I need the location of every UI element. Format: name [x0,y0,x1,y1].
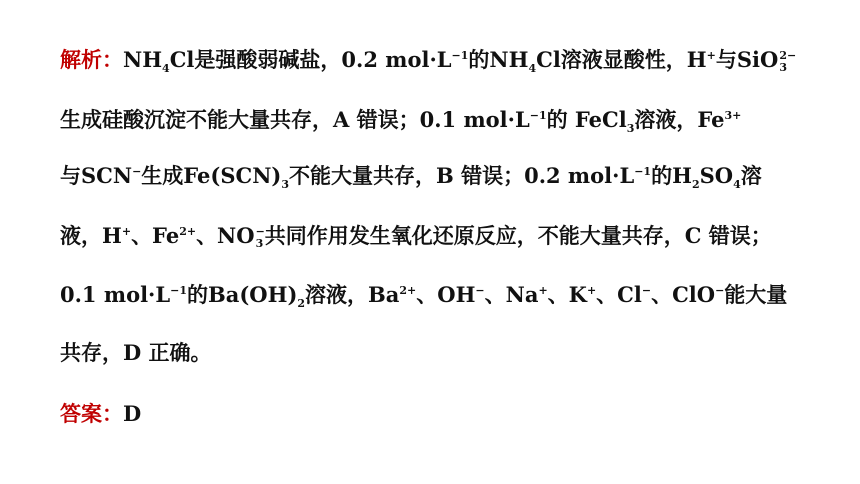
subscript: 4 [162,62,170,76]
analysis-line-1 [60,40,820,80]
text-segment: 溶液，Ba [305,282,400,307]
text-segment: 、Fe [131,223,180,248]
text-segment: 、NO [196,223,255,248]
analysis-line-2 [60,100,820,140]
text-segment: SO [699,163,734,188]
analysis-line-3 [60,156,820,196]
analysis-line-4 [60,216,820,256]
ion-count: 3 [779,60,787,74]
text-segment: 共同作用发生氧化还原反应，不能大量共存，C 错误； [264,223,772,248]
text-segment: 能大量 [724,282,788,307]
ion-count: 3 [255,236,264,250]
superscript: 2+ [399,284,417,297]
superscript: 2+ [179,225,197,238]
text-segment: 0.1 mol·L [60,282,171,307]
text-segment: 生成Fe(SCN) [141,163,282,188]
superscript: 3+ [724,109,742,122]
analysis-label: 解析： [60,47,123,72]
answer-line [60,394,820,434]
text-segment: 、K [547,282,587,307]
superscript: − [132,165,142,178]
text-segment: 、Na [484,282,539,307]
ion-charge: 2− [779,48,797,62]
text-segment: 与SCN [60,163,133,188]
text-segment: 不能大量共存，B 错误；0.2 mol·L [289,163,635,188]
analysis-line-6 [60,333,820,373]
text-segment: 的 FeCl [546,107,627,132]
text-segment: 、ClO [651,282,716,307]
text-segment: 与SiO [715,47,779,72]
ion-charge: − [255,224,265,238]
subscript: 2 [297,297,306,311]
text-segment: 生成硅酸沉淀不能大量共存，A 错误；0.1 mol·L [60,107,530,132]
text-segment: 溶液，Fe [634,107,725,132]
superscript: −1 [634,165,652,178]
subscript: 3 [626,122,635,136]
superscript: + [121,225,132,238]
text-segment: 的H [651,163,692,188]
superscript: −1 [529,109,547,122]
superscript: + [706,49,716,62]
subscript: 4 [528,62,537,76]
analysis-line-5 [60,275,820,315]
superscript: − [715,284,725,297]
ion-charge-stack [779,50,796,74]
text-segment: Cl溶液显酸性，H [536,47,707,72]
text-segment: 共存，D 正确。 [60,340,212,365]
text-segment: 液，H [60,223,122,248]
text-segment: 的NH [468,47,529,72]
superscript: −1 [170,284,188,297]
superscript: − [475,284,485,297]
subscript: 3 [281,178,290,192]
superscript: − [641,284,652,297]
subscript: 2 [691,178,700,192]
text-segment: NH [123,47,163,72]
text-segment: 、OH [416,282,476,307]
text-segment: Cl是强酸弱碱盐，0.2 mol·L [169,47,452,72]
superscript: + [538,284,548,297]
answer-value: D [123,401,142,426]
subscript: 4 [733,178,741,192]
text-segment: 、Cl [596,282,642,307]
text-segment: 溶 [740,163,762,188]
text-segment: 的Ba(OH) [187,282,298,307]
superscript: + [586,284,597,297]
superscript: −1 [451,49,469,62]
ion-charge-stack [256,226,265,250]
answer-label: 答案： [60,401,123,426]
